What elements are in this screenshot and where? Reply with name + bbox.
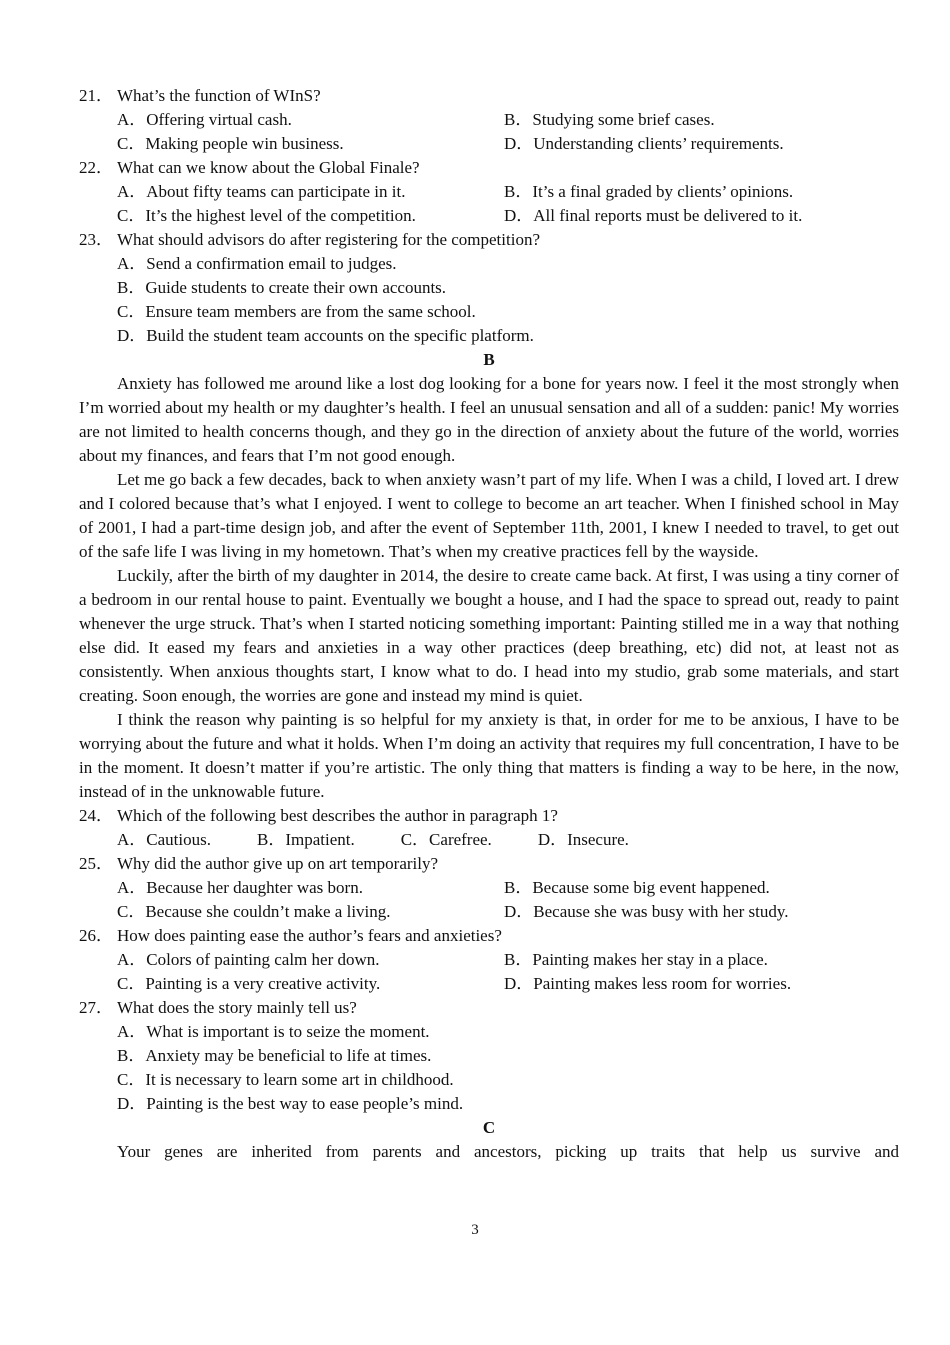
question-number: 23． (79, 230, 113, 249)
question-stem: What does the story mainly tell us? (117, 998, 357, 1017)
question-number: 25． (79, 854, 113, 873)
option-d: D．Understanding clients’ requirements. (504, 134, 784, 153)
option-a: A．Because her daughter was born. (117, 878, 363, 897)
options-row (79, 132, 899, 156)
passage-b-paragraph-1: Anxiety has followed me around like a lost dog looking for a bone for years now. I feel it the most strongly when I’m worried about my health or my daughter’s health. I feel an unusual sensation and all of a sudden: panic! My worries are not limited to health concerns though, and they go in the direction of anxiety about the future of the world, worries about my finances, and fears that I’m not good enough. (79, 374, 899, 465)
option-c: C．Carefree. (400, 830, 492, 849)
question-number: 24． (79, 806, 113, 825)
option-b: B．It’s a final graded by clients’ opinions. (504, 182, 794, 201)
question-number: 27． (79, 998, 113, 1017)
question-27 (79, 996, 899, 1020)
option-c: C．Making people win business. (117, 134, 344, 153)
option-b: B．Anxiety may be beneficial to life at times. (117, 1046, 432, 1065)
page-number: 3 (471, 1222, 479, 1238)
option-d: D．All final reports must be delivered to it. (504, 206, 803, 225)
option-c: C．Painting is a very creative activity. (117, 974, 381, 993)
options-row (79, 180, 899, 204)
option-c: C．It’s the highest level of the competition. (117, 206, 416, 225)
question-stem: Which of the following best describes the author in paragraph 1? (117, 806, 558, 825)
option-d: D．Painting makes less room for worries. (504, 974, 792, 993)
section-heading-c: C (482, 1118, 496, 1137)
question-stem: What’s the function of WInS? (117, 86, 321, 105)
section-heading-b: B (483, 350, 495, 369)
option-a: A．Send a confirmation email to judges. (117, 254, 397, 273)
exam-page (79, 84, 899, 1164)
option-d: D．Insecure. (537, 830, 629, 849)
option-c: C．Ensure team members are from the same school. (117, 302, 476, 321)
question-number: 26． (79, 926, 113, 945)
question-stem: What can we know about the Global Finale? (117, 158, 420, 177)
option-d: D．Because she was busy with her study. (504, 902, 789, 921)
question-number: 22． (79, 158, 113, 177)
question-23 (79, 228, 899, 252)
question-number: 21． (79, 86, 113, 105)
options-row (79, 900, 899, 924)
option-b: B．Because some big event happened. (504, 878, 770, 897)
question-26 (79, 924, 899, 948)
option-b: B．Impatient. (256, 830, 355, 849)
passage-b-paragraph-2: Let me go back a few decades, back to when anxiety wasn’t part of my life. When I was a child, I loved art. I drew and I colored because that’s what I enjoyed. I went to college to become an art teacher. When I finished school in May of 2001, I had a part-time design job, and after the event of September 11th, 2001, I knew I needed to travel, to get out of the safe life I was living in my hometown. That’s when my creative practices fell by the wayside. (79, 470, 899, 561)
option-b: B．Painting makes her stay in a place. (504, 950, 768, 969)
option-b: B．Guide students to create their own accounts. (117, 278, 447, 297)
passage-b-paragraph-4: I think the reason why painting is so helpful for my anxiety is that, in order for me to be anxious, I have to be worrying about the future and what it holds. When I’m doing an activity that requires my full concentration, I have to be in the moment. It doesn’t matter if you’re artistic. The only thing that matters is finding a way to be here, in the now, instead of in the unknowable future. (79, 710, 899, 801)
option-a: A．Offering virtual cash. (117, 110, 292, 129)
option-a: A．About fifty teams can participate in it. (117, 182, 406, 201)
options-row (79, 948, 899, 972)
option-a: A．Colors of painting calm her down. (117, 950, 380, 969)
options-row (79, 876, 899, 900)
question-24 (79, 804, 899, 828)
option-c: C．It is necessary to learn some art in childhood. (117, 1070, 454, 1089)
options-row (79, 108, 899, 132)
option-d: D．Painting is the best way to ease people’s mind. (117, 1094, 464, 1113)
question-25 (79, 852, 899, 876)
passage-c-paragraph-1: Your genes are inherited from parents and ancestors, picking up traits that help us survive and (117, 1142, 899, 1161)
option-d: D．Build the student team accounts on the specific platform. (117, 326, 534, 345)
options-row (79, 972, 899, 996)
passage-b-paragraph-3: Luckily, after the birth of my daughter in 2014, the desire to create came back. At first, I was using a tiny corner of a bedroom in our rental house to paint. Eventually we bought a house, and I had the space to spread out, ready to paint whenever the urge struck. That’s when I started noticing something important: Painting stilled me in a way that nothing else did. It eased my fears and anxieties in a way other practices (deep breathing, etc) did not, at least not as consistently. When anxious thoughts start, I know what to do. I head into my studio, grab some materials, and start creating. Soon enough, the worries are gone and instead my mind is quiet. (79, 566, 899, 705)
question-22 (79, 156, 899, 180)
question-stem: Why did the author give up on art temporarily? (117, 854, 439, 873)
question-21 (79, 84, 899, 108)
option-a: A．Cautious. (117, 830, 211, 849)
options-row (79, 204, 899, 228)
question-stem: What should advisors do after registering for the competition? (117, 230, 540, 249)
option-c: C．Because she couldn’t make a living. (117, 902, 391, 921)
question-stem: How does painting ease the author’s fears and anxieties? (117, 926, 502, 945)
option-b: B．Studying some brief cases. (504, 110, 715, 129)
option-a: A．What is important is to seize the moment. (117, 1022, 430, 1041)
options-row (79, 828, 899, 852)
